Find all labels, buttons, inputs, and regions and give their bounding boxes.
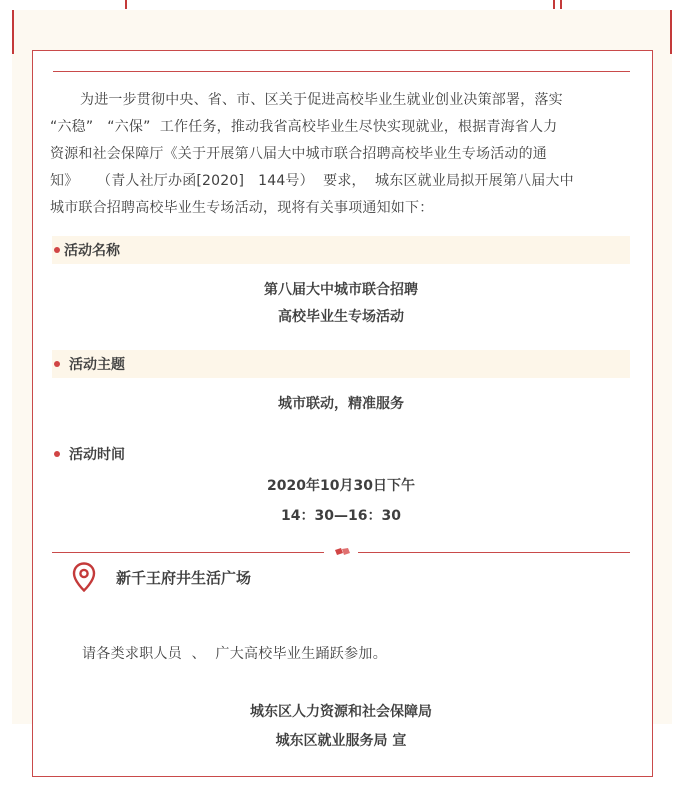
right-decor-line <box>670 10 672 54</box>
activity-name-line: 高校毕业生专场活动 <box>278 309 404 325</box>
top-decor-tick <box>125 0 127 9</box>
top-rule <box>53 71 630 72</box>
activity-theme-value: 城市联动，精准服务 <box>278 396 404 412</box>
activity-time-range: 14：30—16：30 <box>281 508 401 524</box>
bullet-dot-icon <box>54 451 60 457</box>
section-header-name <box>52 236 630 264</box>
intro-line: “六稳” “六保” 工作任务，推动我省高校毕业生尽快实现就业，根据青海省人力 <box>50 119 558 135</box>
location-name: 新千王府井生活广场 <box>116 568 252 587</box>
intro-paragraph <box>50 87 636 222</box>
invitation-text: 请各类求职人员 、 广大高校毕业生踊跃参加。 <box>82 646 387 662</box>
top-decor-tick <box>560 0 562 9</box>
bullet-dot-icon <box>54 247 60 253</box>
section-header-time <box>52 440 630 468</box>
activity-name-line: 第八届大中城市联合招聘 <box>264 282 418 298</box>
ribbon-ornament-icon <box>335 548 350 556</box>
section-header-theme <box>52 350 630 378</box>
intro-line: 为进一步贯彻中央、省、市、区关于促进高校毕业生就业创业决策部署，落实 <box>80 92 563 108</box>
section-title: 活动主题 <box>69 357 125 373</box>
activity-date: 2020年10月30日下午 <box>267 478 415 494</box>
section-title: 活动名称 <box>64 243 120 259</box>
location-pin-icon <box>72 562 96 592</box>
signature-org: 城东区就业服务局 宣 <box>275 733 407 749</box>
intro-line: 城市联合招聘高校毕业生专场活动，现将有关事项通知如下： <box>50 200 434 216</box>
location-row <box>72 562 251 592</box>
top-decor-tick <box>553 0 555 9</box>
intro-line: 知》 （青人社厅办函[2020] 144号） 要求， 城东区就业局拟开展第八届大中 <box>50 173 574 189</box>
section-divider <box>52 548 630 560</box>
left-decor-line <box>12 10 14 54</box>
section-title: 活动时间 <box>69 447 125 463</box>
signature-org: 城东区人力资源和社会保障局 <box>250 704 432 720</box>
intro-line: 资源和社会保障厅《关于开展第八届大中城市联合招聘高校毕业生专场活动的通 <box>50 146 547 162</box>
bullet-dot-icon <box>54 361 60 367</box>
